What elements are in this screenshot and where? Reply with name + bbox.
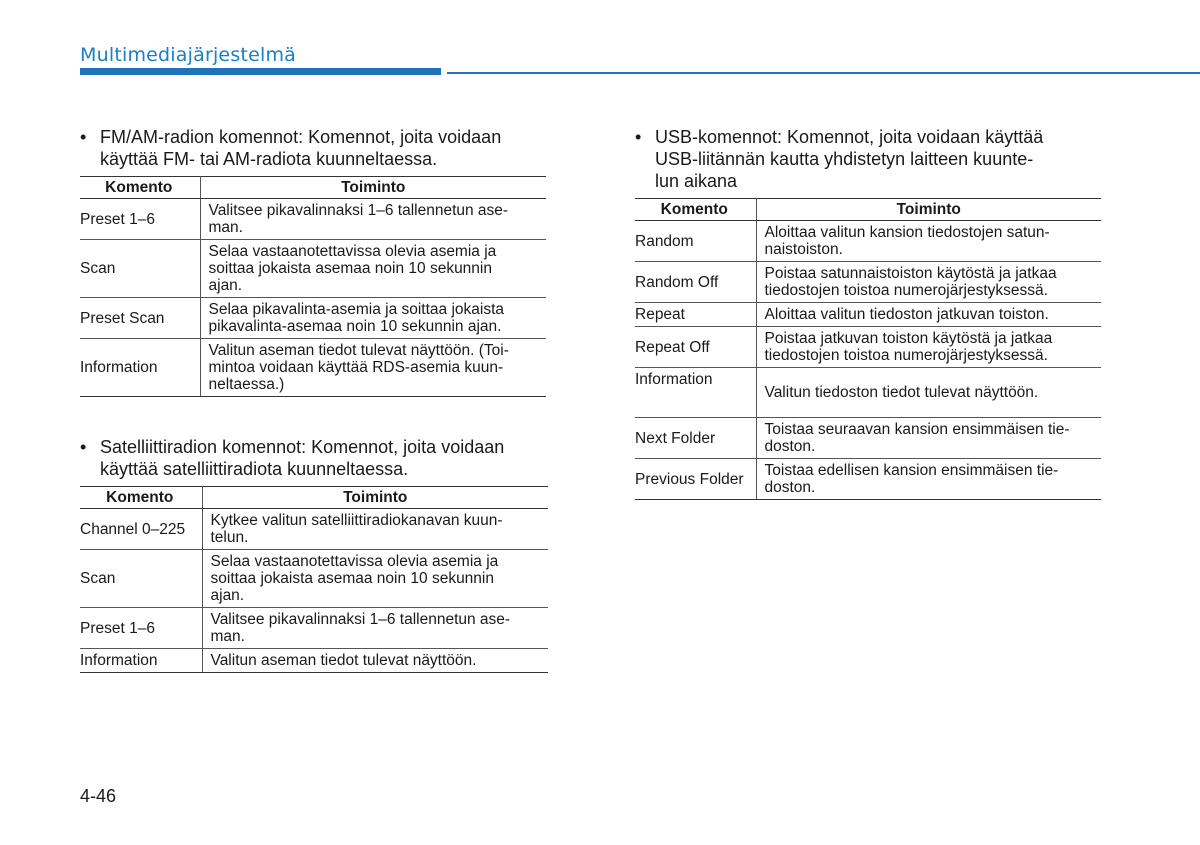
function-line: tiedostojen toistoa numerojärjestyksessä. xyxy=(764,347,1048,364)
function-line: ajan. xyxy=(208,277,243,294)
sat-command-table xyxy=(80,486,548,673)
bullet-icon: • xyxy=(80,437,87,457)
function-cell xyxy=(202,550,548,608)
table-header-row xyxy=(80,177,546,199)
bullet-icon: • xyxy=(80,127,87,147)
function-cell xyxy=(202,649,548,673)
function-cell xyxy=(756,262,1101,303)
function-cell xyxy=(200,339,546,397)
function-cell xyxy=(200,298,546,339)
function-line: Selaa pikavalinta-asemia ja soittaa jokaista xyxy=(208,301,505,318)
function-cell xyxy=(200,199,546,240)
header-rule-thick xyxy=(80,68,441,75)
table-row xyxy=(80,509,548,550)
function-line: telun. xyxy=(210,529,249,546)
function-line: neltaessa.) xyxy=(208,376,285,393)
function-line: ajan. xyxy=(210,587,245,604)
function-line: Toistaa edellisen kansion ensimmäisen tie- xyxy=(764,462,1059,479)
command-cell: Repeat Off xyxy=(635,327,756,368)
sat-intro-line: Satelliittiradion komennot: Komennot, joita voidaan xyxy=(100,437,505,457)
function-line: Selaa vastaanotettavissa olevia asemia ja xyxy=(210,553,499,570)
command-cell: Random Off xyxy=(635,262,756,303)
column-header-function: Toiminto xyxy=(200,177,546,199)
function-line: doston. xyxy=(764,479,816,496)
command-cell: Information xyxy=(80,339,200,397)
function-line: Valitun aseman tiedot tulevat näyttöön. xyxy=(210,652,477,669)
table-header-row xyxy=(635,199,1101,221)
command-cell: Scan xyxy=(80,240,200,298)
column-header-function: Toiminto xyxy=(202,487,548,509)
table-row xyxy=(80,339,546,397)
function-line: man. xyxy=(210,628,245,645)
function-line: Poistaa jatkuvan toiston käytöstä ja jatkaa xyxy=(764,330,1053,347)
function-cell xyxy=(756,368,1101,418)
fm-command-table xyxy=(80,176,546,397)
function-cell xyxy=(756,221,1101,262)
fm-intro-line: käyttää FM- tai AM-radiota kuunneltaessa. xyxy=(100,149,438,169)
fm-intro-line: FM/AM-radion komennot: Komennot, joita voidaan xyxy=(100,127,502,147)
column-header-command: Komento xyxy=(80,487,202,509)
function-line: man. xyxy=(208,219,243,236)
function-cell xyxy=(756,459,1101,500)
command-cell: Preset 1–6 xyxy=(80,199,200,240)
command-cell: Random xyxy=(635,221,756,262)
table-row xyxy=(635,368,1101,418)
command-cell: Next Folder xyxy=(635,418,756,459)
command-cell: Repeat xyxy=(635,303,756,327)
command-cell: Scan xyxy=(80,550,202,608)
table-row xyxy=(80,550,548,608)
function-line: Aloittaa valitun tiedoston jatkuvan toiston. xyxy=(764,306,1049,323)
table-row xyxy=(80,199,546,240)
table-row xyxy=(635,303,1101,327)
command-cell: Previous Folder xyxy=(635,459,756,500)
function-cell xyxy=(756,418,1101,459)
function-line: Selaa vastaanotettavissa olevia asemia ja xyxy=(208,243,497,260)
usb-intro-line: USB-komennot: Komennot, joita voidaan käyttää xyxy=(655,127,1044,147)
table-row xyxy=(80,649,548,673)
function-line: Valitun aseman tiedot tulevat näyttöön. (Toi- xyxy=(208,342,509,359)
usb-intro-line: USB-liitännän kautta yhdistetyn laitteen kuunte- xyxy=(655,149,1034,169)
function-cell xyxy=(202,608,548,649)
table-row xyxy=(80,240,546,298)
function-line: pikavalinta-asemaa noin 10 sekunnin ajan. xyxy=(208,318,502,335)
table-row xyxy=(80,298,546,339)
table-row xyxy=(635,262,1101,303)
usb-command-table xyxy=(635,198,1101,500)
header-title: Multimediajärjestelmä xyxy=(80,44,296,66)
bullet-icon: • xyxy=(635,127,642,147)
page-number: 4-46 xyxy=(80,786,117,806)
function-cell xyxy=(202,509,548,550)
function-cell xyxy=(756,327,1101,368)
function-line: Poistaa satunnaistoiston käytöstä ja jatkaa xyxy=(764,265,1057,282)
function-line: tiedostojen toistoa numerojärjestyksessä. xyxy=(764,282,1048,299)
command-cell: Preset 1–6 xyxy=(80,608,202,649)
command-cell: Information xyxy=(80,649,202,673)
command-cell: Information xyxy=(635,368,756,418)
table-header-row xyxy=(80,487,548,509)
sat-intro xyxy=(80,436,548,480)
column-header-command: Komento xyxy=(80,177,200,199)
function-line: Valitun tiedoston tiedot tulevat näyttöön. xyxy=(764,384,1039,401)
function-line: Toistaa seuraavan kansion ensimmäisen tie- xyxy=(764,421,1070,438)
column-header-function: Toiminto xyxy=(756,199,1101,221)
usb-intro xyxy=(635,126,1101,192)
function-line: soittaa jokaista asemaa noin 10 sekunnin xyxy=(210,570,494,587)
function-line: doston. xyxy=(764,438,816,455)
function-line: Aloittaa valitun kansion tiedostojen satun- xyxy=(764,224,1050,241)
fm-section xyxy=(80,126,546,397)
function-line: Valitsee pikavalinnaksi 1–6 tallennetun ase- xyxy=(210,611,511,628)
function-line: Valitsee pikavalinnaksi 1–6 tallennetun ase- xyxy=(208,202,509,219)
usb-section xyxy=(635,126,1101,500)
column-header-command: Komento xyxy=(635,199,756,221)
usb-intro-line: lun aikana xyxy=(655,171,738,191)
header-rule-thin xyxy=(447,72,1200,74)
table-row xyxy=(635,418,1101,459)
sat-section xyxy=(80,436,548,673)
sat-intro-line: käyttää satelliittiradiota kuunneltaessa. xyxy=(100,459,409,479)
table-row xyxy=(635,459,1101,500)
fm-intro xyxy=(80,126,546,170)
table-row xyxy=(80,608,548,649)
function-line: mintoa voidaan käyttää RDS-asemia kuun- xyxy=(208,359,504,376)
table-row xyxy=(635,221,1101,262)
function-cell xyxy=(756,303,1101,327)
table-row xyxy=(635,327,1101,368)
function-cell xyxy=(200,240,546,298)
command-cell: Channel 0–225 xyxy=(80,509,202,550)
function-line: Kytkee valitun satelliittiradiokanavan kuun- xyxy=(210,512,503,529)
function-line: naistoiston. xyxy=(764,241,843,258)
function-line: soittaa jokaista asemaa noin 10 sekunnin xyxy=(208,260,492,277)
command-cell: Preset Scan xyxy=(80,298,200,339)
